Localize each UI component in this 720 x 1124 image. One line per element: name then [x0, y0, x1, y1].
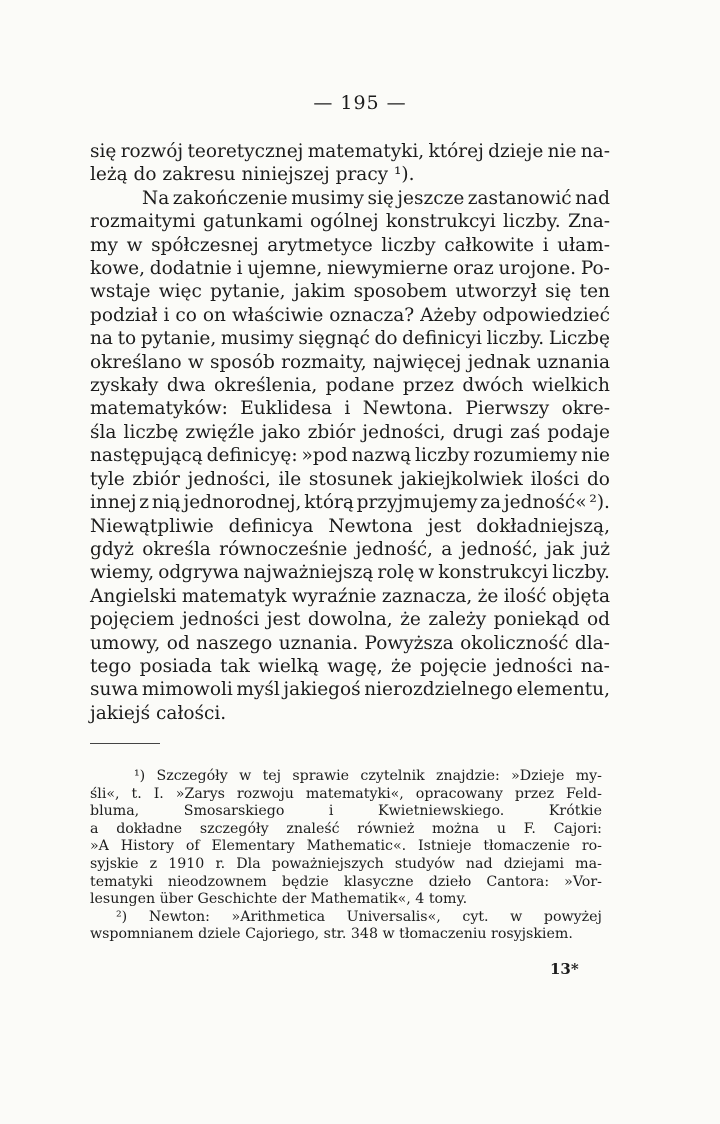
- text-line: wiemy, odgrywa najważniejszą rolę w konstrukcyi liczby.: [90, 562, 610, 584]
- footnote-line: śli«, t. I. »Zarys rozwoju matematyki«, opracowany przez Feld-: [90, 785, 602, 802]
- main-text: [90, 140, 610, 725]
- footnote-line: tematyki nieodzownem będzie klasyczne dzieło Cantora: »Vor-: [90, 873, 602, 890]
- text-line: leżą do zakresu niniejszej pracy ¹).: [90, 164, 415, 186]
- footnote-line: »A History of Elementary Mathematic«. Istnieje tłomaczenie ro-: [90, 838, 602, 855]
- text-line: Angielski matematyk wyraźnie zaznacza, że ilość objęta: [90, 585, 610, 607]
- text-line: innej z nią jednorodnej, którą przyjmujemy za jedność« ²).: [90, 492, 610, 514]
- text-line: zyskały dwa określenia, podane przez dwóch wielkich: [90, 375, 610, 397]
- footnote-line: syjskie z 1910 r. Dla poważniejszych studyów nad dziejami ma-: [90, 855, 602, 872]
- printer-signature: 13*: [550, 960, 579, 978]
- text-line: umowy, od naszego uznania. Powyższa okoliczność dla-: [90, 632, 610, 654]
- text-line: gdyż określa równocześnie jedność, a jedność, jak już: [90, 538, 610, 560]
- text-line: pojęciem jedności jest dowolna, że zależy poniekąd od: [90, 609, 610, 631]
- text-line: jakiejś całości.: [90, 702, 227, 724]
- text-line: następującą definicyę: »pod nazwą liczby rozumiemy nie: [90, 445, 610, 467]
- text-line: rozmaitymi gatunkami ogólnej konstrukcyi liczby. Zna-: [90, 211, 610, 233]
- footnote-line: wspomnianem dziele Cajoriego, str. 348 w tłomaczeniu rosyjskiem.: [90, 926, 573, 943]
- text-line: tyle zbiór jedności, ile stosunek jakiejkolwiek ilości do: [90, 468, 610, 490]
- text-line: kowe, dodatnie i ujemne, niewymierne oraz urojone. Po-: [90, 258, 610, 280]
- text-line: suwa mimowoli myśl jakiegoś nierozdzielnego elementu,: [90, 679, 610, 701]
- footnote-line: lesungen über Geschichte der Mathematik«, 4 tomy.: [90, 891, 468, 908]
- text-line: Niewątpliwie definicya Newtona jest dokładniejszą,: [90, 515, 610, 537]
- text-line: podział i co on właściwie oznacza? Ażeby odpowiedzieć: [90, 304, 610, 326]
- text-line: Na zakończenie musimy się jeszcze zastanowić nad: [142, 187, 610, 209]
- text-line: na to pytanie, musimy sięgnąć do definicyi liczby. Liczbę: [90, 328, 610, 350]
- text-line: my w spółczesnej arytmetyce liczby całkowite i ułam-: [90, 234, 610, 256]
- text-line: wstaje więc pytanie, jakim sposobem utworzył się ten: [90, 281, 610, 303]
- page-number: — 195 —: [313, 92, 407, 114]
- footnote-line: a dokładne szczegóły znaleść również można u F. Cajori:: [90, 820, 602, 837]
- footnotes: [90, 768, 602, 944]
- footnote-line: ¹) Szczegóły w tej sprawie czytelnik znajdzie: »Dzieje my-: [134, 768, 602, 784]
- text-line: się rozwój teoretycznej matematyki, której dzieje nie na-: [90, 141, 610, 162]
- footnote-divider: [90, 743, 160, 744]
- text-line: określano w sposób rozmaity, najwięcej jednak uznania: [90, 351, 610, 373]
- footnote-line: ²) Newton: »Arithmetica Universalis«, cyt. w powyżej: [116, 908, 602, 925]
- text-line: śla liczbę zwięźle jako zbiór jedności, drugi zaś podaje: [90, 421, 610, 443]
- text-line: tego posiada tak wielką wagę, że pojęcie jedności na-: [90, 655, 610, 677]
- footnote-line: bluma, Smosarskiego i Kwietniewskiego. Krótkie: [90, 803, 602, 820]
- text-line: matematyków: Euklidesa i Newtona. Pierwszy okre-: [90, 398, 610, 420]
